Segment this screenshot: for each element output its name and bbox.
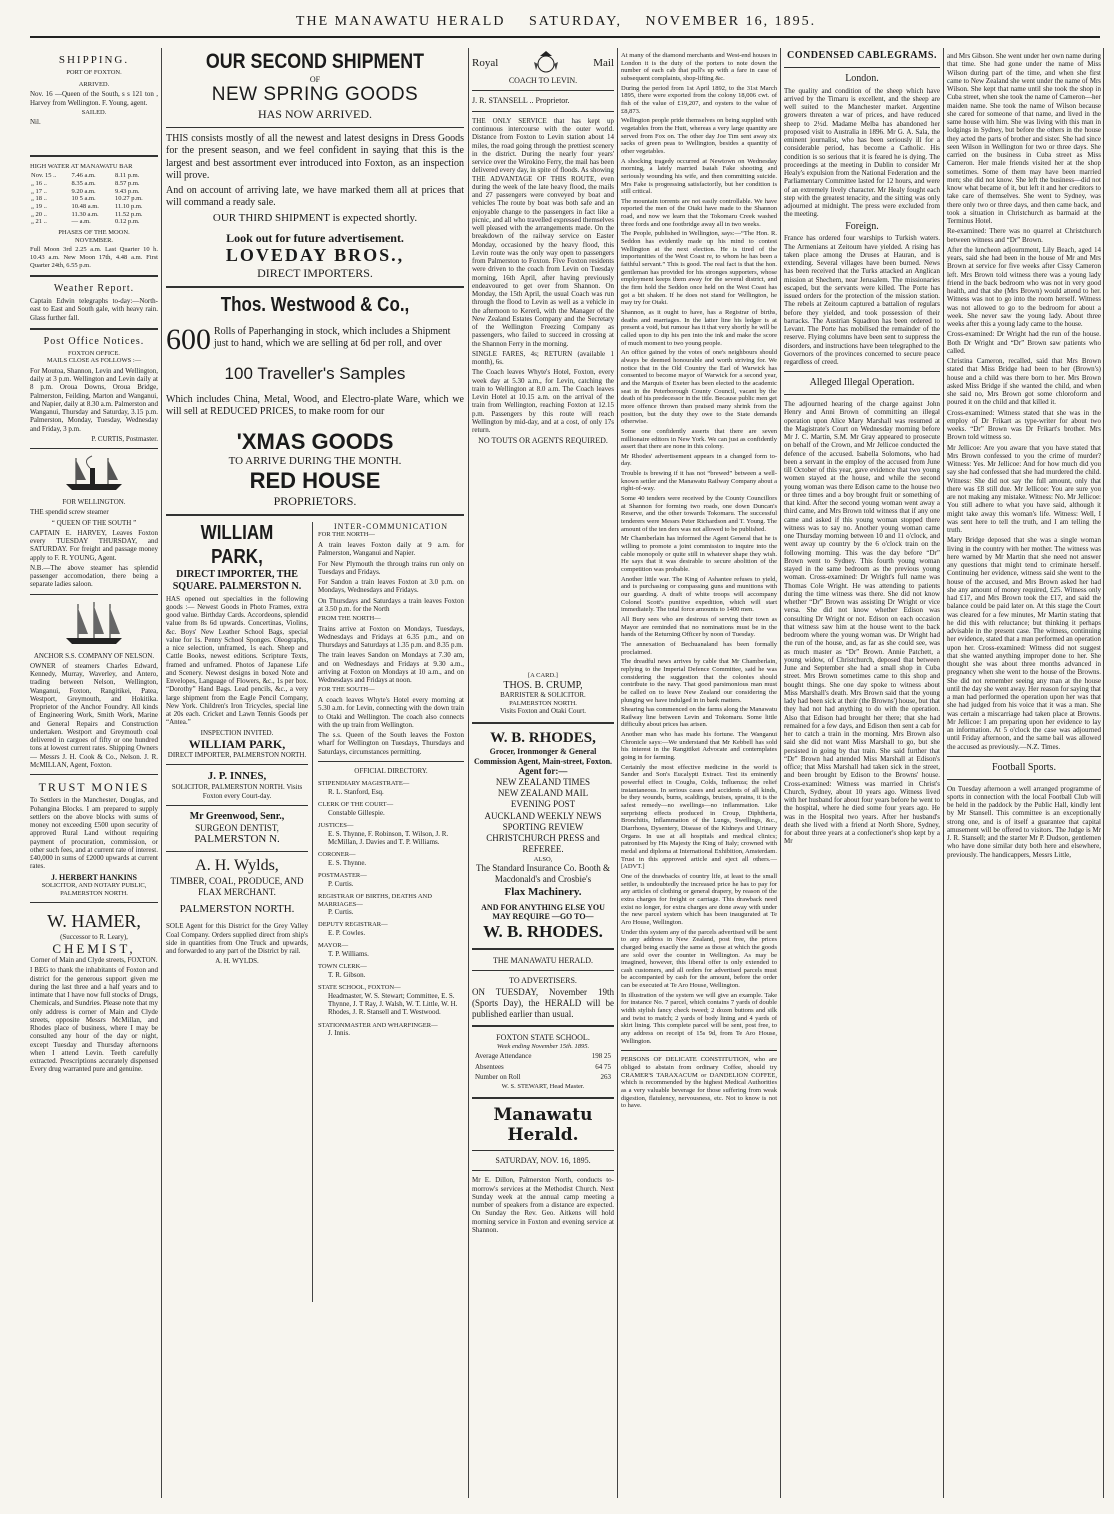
advertisers-text: ON TUESDAY, November 19th (Sports Day), the HERALD will be published earlier than usual. xyxy=(472,987,614,1019)
papers-list xyxy=(472,777,614,856)
column-rule xyxy=(1103,48,1104,1498)
paper-item: NEW ZEALAND MAIL xyxy=(497,788,589,799)
south-list xyxy=(318,696,464,756)
column-4 xyxy=(472,672,614,1502)
directory-names: J. Innis. xyxy=(328,1029,350,1038)
news-item-23: In illustration of the system we will give an example. Take for instance No. 7 parcel, which contains 7 yards of double width stylish fancy check tweed; 2 dozen buttons and silk and twist to match; 2 yards of body lining and 4 yards of skirt lining. This complete parcel will be sent, post free, to any address on receipt of 15s 9d, from Te Aro House, Wellington. xyxy=(621,991,777,1045)
directory-role: STIPENDIARY MAGISTRATE— xyxy=(318,780,410,788)
arrived-text: Nov. 16 —Queen of the South, s s 121 ton , Harvey from Wellington. F. Young, agent. xyxy=(30,90,158,107)
directory-names: Constable Gillespie. xyxy=(328,808,385,817)
news-item-16: The annexation of Bechuanaland has been formally proclaimed. xyxy=(621,640,777,656)
football-heading: Football Sports. xyxy=(992,761,1056,773)
tide-pm: 10.27 p.m. xyxy=(114,195,143,203)
tide-am: 10 5 a.m. xyxy=(71,195,96,203)
park-text: HAS opened out specialties in the following goods :— Newest Goods in Photo Frames, extra good value. Birthday Cards. Accordeons, splendid value from 8s 6d upwards. Concertinas, Violins, &c. Boys' New Leather School Bags, special value for 1s. Penny School Sponges. Oleographs, a nice selection, unframed, 1s each. Sheep and Cattle Books, newest editions. Scripture Texts, framed and unframed. Photos of Japanese Life and Scenery. Newest designs in boxed Note and Envelopes, Language of Flowers, &c., 1s per box. “Dorothy” Hand Bags. Lead pencils, &c., a very large shipment from the Eagle Pencil Company, New York. Children's Iron Tricycles, special line at 20s each. Cricket and Lawn Tennis Goods per “Antea.” xyxy=(166,594,308,727)
paper-item: AUCKLAND WEEKLY NEWS xyxy=(484,810,602,821)
trial-text-2: Re-examined: There was no quarrel at Christchurch between witness and “Dr” Brown. xyxy=(947,227,1101,244)
column-1 xyxy=(30,50,158,1500)
tide-day: „ 19 .. xyxy=(31,202,47,210)
tide-table xyxy=(30,172,158,226)
issue-date: SATURDAY, NOV. 16, 1895. xyxy=(495,1155,591,1165)
column-2 xyxy=(166,50,464,1500)
wylds-addr: PALMERSTON NORTH. xyxy=(179,903,295,916)
coach-heading: COACH TO LEVIN. xyxy=(508,76,578,85)
news-item-17: The dreadful news arrives by cable that Mr Chamberlain, replying to the Imperial Defence Committee, said he was considering the suggestion that the colonies should contribute to the navy. That good parsimonious man must be called on to leave New Zealand our considering the plunging we have indulged in in bank matters. xyxy=(621,658,777,704)
papers-text: Rolls of Paperhanging in stock, which includes a Shipment just to hand, which we are selling at 6d per roll, and over xyxy=(214,325,451,350)
absentees-label: Absentees xyxy=(475,1062,504,1071)
rhodes-sub: Grocer, Ironmonger & General Commission Agent, Main-street, Foxton. xyxy=(473,747,613,766)
alleged-text: The adjourned hearing of the charge against John Henry and Anni Brown of committing an illegal operation upon Alice Mary Marshall was resumed at the Magistrate's Court on Wednesday morning before Mr J. C. Martin, S.M. Mr Gray appeared to prosecute on behalf of the Crown, and Mr Jellicoe conducted the defence of the accused. Isabella Solomons, who had been a servant in the employ of the accused from June till October of this year, gave evidence that two young women stayed at the house, and while the second young woman was there Edison came to the house two or three times and a boy brought fruit or something of that kind. After the second young woman went away a third came, and Mrs Brown told witness that if any one came and asked if this young woman stopped there witness was to say no. Another young woman came one Thursday morning between 10 and 11 o'clock, and went away up country by the 6 o'clock train on the following morning. This was the day before “Dr” Brown went to Sydney. This fourth young woman stayed in the same bedroom as the previous young woman. Cross-examined: Dr Wright's full name was Thomas Cole Wright. He was attending to patients during the time witness was there. She did not know whether “Dr” Brown was assisting Dr Wright or vice versa. She did not know whether Edison was consulting Dr Wright or not. Edison on each occasion that witness saw him at the house went to the back bedroom where the young woman was. Dr Wright had the run of the house, and, as far as she could see, was as much master as “Dr” Brown. Annie Patchett, a young widow, of Christchurch, deposed that between June and September she had a small shop in Cuba street. Mrs Brown sometimes came to this shop and bought things. She one day spoke to witness about Miss Marshall's death. Mrs Brown said that the young lady had been sick at their (the Browns') house, but that they had not had anything to do with the operation. Also that Edison had brought her there; that she had remained for a few days, and Edison then sent a cab for her to catch a train in the morning. Mrs Brown also said she did not want Miss Marshall to go, but she persisted in going by that train. She said further that “Dr” Brown had attended Miss Marshall at Edison's office; that Miss Marshall had taken sick in the street, and been brought by Edison to the Browns' house. Cross-examined: Witness was married in Christ's Church, Sydney, about 10 years ago. Witness lived with her husband for about four years before he went to the hospital, where he died some four years ago. He was in the Hospital two years. After her husband's death she lived with a friend at North Shore, Sydney, for about three years at a confectioner's shop kept by a Mr xyxy=(784,400,940,846)
news-item-12: Some 40 tenders were received by the County Councillors at Shannon for forming two roads, one down Duncan's Reserve, and the other towards Tokomaru. The successful tenderers were Messrs Peter Richardson and T. Young. The amount of the ten ders was not allowed to be published. xyxy=(621,495,777,533)
directory-names: Headmaster, W. S. Stewart; Committee, E. S. Thynne, J. T Ray, J. Walsh, W. T. Little, W. H. Rhodes, J. R. Stansell and T. Westwood. xyxy=(328,991,458,1017)
tide-am: 9.20 a.m. xyxy=(71,187,96,195)
paper-item: SPORTING REVIEW xyxy=(502,821,584,832)
directory-role: CLERK OF THE COURT— xyxy=(318,801,394,809)
news-item-22: Under this system any of the parcels advertised will be sent to any address in New Zealand, post free, the prices charged being exactly the same as those at which the goods are sold over the counter in Wellington. As may be imagined, however, this liberal offer is only extended to cash customers, and all orders for advertised parcels must be accompanied by cash for the amount, before the order can be executed at Te Aro House, Wellington. xyxy=(621,928,777,990)
headmaster: W. S. STEWART, Head Master. xyxy=(501,1083,585,1091)
column-5 xyxy=(621,50,777,1500)
column-rule xyxy=(617,48,618,1498)
papers-number: 600 xyxy=(166,322,211,356)
inspection: INSPECTION INVITED. xyxy=(200,728,274,737)
london-text: The quality and condition of the sheep which have arrived by the Timaru is excellent, and the sheep are well suited to the Manchester market. Argentine growers threaten a war of prices, and have reduced sheep to 2½d. Madame Melba has abandoned her proposed visit to Australia in 1896. Mr G. A. Sala, the eminent journalist, who has been seriously ill for a considerable period, has become a Catholic. His condition is so serious that it is feared he is dying. The proceedings at the meeting in Dublin to consider Mr Healy's expulsion from the National Federation and the Parliamentary Committee lasted for 12 hours, and were of an extremely lively character. Mr Healy fought each step with the greatest tenacity, and the sitting was only adjourned at midnight. The press were excluded from the meeting. xyxy=(784,86,940,219)
postmaster: P. CURTIS, Postmaster. xyxy=(91,434,158,443)
tide-am: 8.35 a.m. xyxy=(71,180,96,187)
steamer-intro: THE spendid screw steamer xyxy=(30,508,109,517)
moon-text: Full Moon 3rd 2.25 a.m. Last Quarter 10 h. 10.43 a.m. New Moon 17th, 4.48 a.m. First Quarter 24th, 6.55 p.m. xyxy=(30,246,158,269)
anchor-text: OWNER of steamers Charles Edward, Kennedy, Murray, Waverley, and Antero, trading between Nelson, Wellington, Wanganui, Foxton, Rangitikei, Patea, Westport, Greymouth, and Hokitika. Proprietor of the Anchor Foundry. All kinds of Engineering Work, Smith Work, Marine and General Repairs and Construction undertaken. Westport and Greymouth coal delivered in cargoes of fifty or one hundred tons at lowest current rates. Shipping Owners— Messrs J. H. Cook & Co., Nelson. J. R. McMILLAN, Agent, Foxton. xyxy=(30,661,158,769)
news-item-15: All Bury sees who are desirous of serving their town as Mayor are reminded that no nominations must be in the hands of the Returning Officer by noon of Tuesday. xyxy=(621,615,777,639)
tide-pm: 8.57 p.m. xyxy=(114,180,140,187)
north-item: For New Plymouth the through trains run only on Tuesdays and Fridays. xyxy=(318,559,464,576)
trial-text-1: and Mrs Gibson. She went under her own name during that time. She had gone under the name of Miss Wilson during part of the time, and when she first came to New Zealand she went under the name of Mrs Wilson. She kept that name until she took the shop in Cuba street, when she took the name of Cameron—her maiden name. She took the name of Wilson because she cared for someone of that name, and lived in the same house with him. She was living with this man in lodgings in Sydney, but before the others in the house they acted the parts of brother and sister. She had since seen Wilson in Wellington for two or three days. She carried on the business in Cuba street as Miss Cameron. Her male friends visited her at the shop sometimes. Some of them may have been married men; she did not know. She left the business—did not know what became of it, but left it and her creditors to take care of themselves. She went to Sydney, was there only two or three days, and then came back, and took a situation in Christchurch as barmaid at the Terminus Hotel. xyxy=(947,52,1101,225)
trial-text-8: Mary Bridge deposed that she was a single woman living in the country with her mother. The witness was here warned by Mr Martin that she need not answer any questions that might tend to criminate herself. Continuing her evidence, witness said she went to the house of the accused, and Mrs Brown asked her had she any amount of money required, £25. Witness only had £17, and Mrs Brown took the £17, and said the balance could be paid later on. At this stage the Court was cleared for a few minutes, Mr Martin stating that he did this with reluctance; but thinking it perhaps advisable in the present case. The witness, continuing her evidence, stated that a man performed an operation upon her. Cross-examined: Witness did not suggest that she wanted anything improper done to her. She thought she was about three months advanced in pregnancy when she went to the house of the Browns. She did not remember seeing any man at the house until the day she went away. Her reason for saying that a man had performed the operation upon her was that she had judged from his voice that it was a man. She was certain a miscarriage had taken place at Browns. Mr Jellicoe: I am preparing upon her evidence to lay an information. At 5 o'clock the case was adjourned until Friday afternoon, and the same bail was allowed the accused as previously.—N.Z. Times. xyxy=(947,536,1101,751)
require: AND FOR ANYTHING ELSE YOU MAY REQUIRE —GO TO— xyxy=(481,902,605,922)
trial-text-4: Cross-examined: Dr Wright had the run of the house. Both Dr Wright and “Dr” Brown saw patients who called. xyxy=(947,330,1101,355)
steamer-text: CAPTAIN E. HARVEY, Leaves Foxton every TUESDAY THURSDAY, and SATURDAY. For freight and passage money apply to F. R. YOUNG, Agent. xyxy=(30,528,158,562)
tide-pm: 0.12 p.m. xyxy=(114,218,140,226)
directory-names: E. P. Cowles. xyxy=(328,929,366,938)
park-sub: DIRECT IMPORTER, THE SQUARE. PALMERSTON N. xyxy=(172,569,302,592)
rhodes-name-2: W. B. RHODES. xyxy=(483,921,603,941)
royal-label: Royal xyxy=(472,56,499,69)
south-label: FOR THE SOUTH— xyxy=(318,686,375,694)
attendance-label: Average Attendance xyxy=(475,1052,532,1061)
directory-role: STATE SCHOOL, FOXTON— xyxy=(318,984,401,992)
coach-text-2: The Coach leaves Whyte's Hotel, Foxton, every week day at 5.30 a.m., for Levin, catching the train to Wellington at 8.0 a.m. The Coach leaves Levin Hotel at 10.15 a.m. on the arrival of the train from Wellington, reaching Foxton at 12.15 p.m. Passengers by this route will reach Wellington by mid-day, and at a cost, of only 17s return. xyxy=(472,368,614,435)
foreign-heading: Foreign. xyxy=(845,220,879,232)
herald-heading: THE MANAWATU HERALD. xyxy=(492,955,593,965)
paper-item: EVENING POST xyxy=(510,799,576,810)
directory-role: JUSTICES— xyxy=(318,821,354,829)
news-item-3: Wellington people pride themselves on being supplied with vegetables from the Hutt, whereas a very large quantity are served from Fox on. The other day Joe Tim sent away six sacks of green peas to Wellington, besides a quantity of other vegetables. xyxy=(621,117,777,155)
tide-am: 7.46 a.m. xyxy=(71,172,96,180)
intercomm-heading: INTER-COMMUNICATION xyxy=(333,521,449,531)
south-item: A coach leaves Whyte's Hotel every morning at 5.30 a.m. for Levin, connecting with the down train to Otaki and Wellington. The coach also connects with the up train from Wellington. xyxy=(318,696,464,729)
sailed-text: Nil. xyxy=(30,118,41,127)
innes-name: J. P. INNES, xyxy=(207,770,267,783)
direct-importers: DIRECT IMPORTERS. xyxy=(257,266,373,281)
trial-text-7: Mr Jellicoe: Are you aware that you have stated that Mrs Brown confessed to you the crime of murder? Witness: Yes. Mr Jellicoe: And for how much did you say she had confessed that she had murdered the child. Witness: She did not say the full amount, only that there was £8 still due. Mr Jellicoe: You are sure you are not making any mistake. Witness: No. Mr Jellicoe: You still adhere to what you have said, although it might take away this woman's life. Witness: Well, I was sent here to tell the truth, and I am telling the truth. xyxy=(947,443,1101,534)
crump-visits: Visits Foxton and Otaki Court. xyxy=(499,707,587,716)
moon-heading: PHASES OF THE MOON. xyxy=(58,228,130,236)
london-heading: London. xyxy=(845,72,879,84)
school-week: Week ending November 15th. 1895. xyxy=(496,1042,590,1050)
westwood-heading: Thos. Westwood & Co., xyxy=(220,294,410,317)
greenwood-name: Mr Greenwood, Senr., xyxy=(189,810,285,822)
roll-value: 263 xyxy=(600,1072,611,1081)
also: ALSO, xyxy=(533,855,553,863)
tide-row xyxy=(30,203,158,211)
foreign-text: France has ordered four warships to Turkish waters. The Armenians at Zeitoum have yielded. A rising has taken place among the Druses at Hauran, and is extending. Several villages have been burned. News has been received that the Turks attacked an Anglican mission at Shechem, near Jerusalem. The missionaries escaped, but the servants were killed. The Porte has issued orders for the protection of the mission station. The rebels at Zeitoum captured a battalion of regulars before they yielded, and took possession of their barracks. The Austrian Squadron has been ordered to Levant. The Porte has mobilised the remainder of the reserve. Flying columns have been sent to suppress the disorders, and instructions have been telegraphed to the Governors of the provinces concerned to secure peace regardless of creed. xyxy=(784,234,940,367)
insurance: The Standard Insurance Co. Booth & Macdonald's and Crosbie's xyxy=(476,863,610,885)
directory-role: POSTMASTER— xyxy=(318,871,367,879)
news-item-11: Trouble is brewing if it has not “brewed” between a well-known settler and the Manawatu Railway Company about a right-of-way. xyxy=(621,470,777,493)
column-rule xyxy=(468,48,469,1498)
agent-for: Agent for:— xyxy=(518,766,568,777)
hamer-sub: (Successor to R. Leary), xyxy=(60,932,128,941)
masthead xyxy=(30,14,1100,38)
masthead-day: SATURDAY, xyxy=(528,14,623,29)
mails-text: For Moutoa, Shannon, Levin and Wellington, daily at 3 p.m. Wellington and Levin daily at 8 p.m. Oroua Downs, Oroua Bridge, Palmerston, Feilding, Marton and Wanganui, and Napier, daily at 8.30 a.m. Palmerston and Wanganui, Thursday and Saturday, 3.15 p.m. Palmerston, Monday, Tuesday, Wednesday and Friday, 3 p.m. xyxy=(30,366,158,433)
news-item-20: Certainly the most effective medicine in the world is Sander and Son's Eucalypti Extract. Test its eminently powerful effect in Coughs, Colds, Influenza; the relief instantaneous. In serious cases and accidents of all kinds, be they wounds, burns, scaldings, bruises, sprains, it is the safest remedy—no swellings—no inflammation. Like surprising effects produced in Croup, Diphtheria, Bronchitis, Inflammation of the Lungs, Swellings, &c., Diarrhoea, Dysentery, Disease of the Kidneys and Urinary Organs. In use at all hospitals and medical clinics; patronised by His Majesty the King of Italy; crowned with medal and diploma at International Exhibition, Amsterdam. Trust in this approved article and eject all others.—[ADVT.] xyxy=(621,763,777,871)
directory-names: T. P. Williams. xyxy=(328,950,369,959)
absentees-value: 64 75 xyxy=(595,1062,611,1071)
tide-pm: 11.10 p.m. xyxy=(114,202,143,210)
tide-row xyxy=(30,218,158,226)
greenwood-sub: SURGEON DENTIST, xyxy=(195,822,279,833)
tide-day: Nov. 15 .. xyxy=(31,172,57,180)
tide-pm: 11.52 p.m. xyxy=(114,210,143,218)
anchor-heading: ANCHOR S.S. COMPANY OF NELSON. xyxy=(33,651,155,660)
news-item-7: Shannon, as it ought to have, has a Registrar of births, deaths and marriages. In the latter line his ledger is at present a void, but rumour has it that very shortly he will be called upon to dip his pen into the ink and make the score of much moment to two young people. xyxy=(621,309,777,347)
coach-fares: SINGLE FARES, 4s; RETURN (available 1 month), 6s. xyxy=(472,349,614,367)
cablegrams-heading: CONDENSED CABLEGRAMS. xyxy=(787,50,937,61)
intercomm-section xyxy=(318,522,464,1038)
tide-day: „ 16 .. xyxy=(31,180,47,187)
flax-machinery: Flax Machinery. xyxy=(504,885,582,898)
news-item-10: Mr Rhodes' advertisement appears in a changed form to-day. xyxy=(621,452,777,468)
tide-day: „ 18 .. xyxy=(31,195,47,203)
news-item-21: One of the drawbacks of country life, at least to the small settler, is undoubtedly the increased price he has to pay for any articles of clothing or general drapery, by reason of the extra charges for freight or carriage. This drawback need exist no longer, for extra charges are done away with under the new parcel system which has been inaugurated at Te Aro House, Wellington. xyxy=(621,872,777,926)
roll-label: Number on Roll xyxy=(475,1072,521,1081)
no-touts: NO TOUTS OR AGENTS REQUIRED. xyxy=(478,436,608,446)
news-item-2: During the period from 1st April 1892, to the 31st March 1895, there were exported from the colony 18,006 cwt. of fish of the value of £19,207, and oysters to the value of £8,873. xyxy=(621,84,777,115)
tide-day: „ 17 .. xyxy=(31,187,47,195)
tide-heading: HIGH WATER AT MANAWATU BAR xyxy=(30,162,133,170)
third-shipment: OUR THIRD SHIPMENT is expected shortly. xyxy=(212,211,418,224)
wylds-sub: TIMBER, COAL, PRODUCE, AND FLAX MERCHANT. xyxy=(170,876,304,897)
shipment-intro-2: And on account of arriving late, we have marked them all at prices that will command a ready sale. xyxy=(166,184,464,209)
tide-row xyxy=(30,188,158,196)
column-6 xyxy=(784,50,940,1500)
column-3 xyxy=(472,50,614,670)
directory-names: P. Curtis. xyxy=(328,908,354,917)
trial-text-6: Cross-examined: Witness stated that she was in the employ of Dr Frikart as type-writer for about two weeks. “Dr” Brown was Dr Frikart's brother. Mrs Brown told witness so. xyxy=(947,408,1101,442)
news-item-9: Some one confidently asserts that there are seven millionaire editors in New York. We can just as confidently assert that there are none in this colony. xyxy=(621,427,777,451)
greenwood-addr: PALMERSTON N. xyxy=(194,833,280,846)
directory-names: R. L. Stanford, Esq. xyxy=(328,787,384,796)
tide-am: 10.48 a.m. xyxy=(71,202,99,210)
column-rule xyxy=(943,48,944,1498)
crump-addr: PALMERSTON NORTH. xyxy=(509,699,577,707)
from-north-label: FROM THE NORTH— xyxy=(318,615,381,623)
directory-role: TOWN CLERK— xyxy=(318,963,367,971)
royal-crest-icon xyxy=(530,50,562,76)
samples-heading: 100 Traveller's Samples xyxy=(224,363,406,383)
crump-sub: BARRISTER & SOLICITOR. xyxy=(500,691,586,700)
directory-role: DEPUTY REGISTRAR— xyxy=(318,921,388,929)
news-item-13: Mr Chamberlain has informed the Agent General that he is willing to promote a joint commission to inquire into the cable monopoly or quite still in whatever shape they wish. He says that it was desirable to secure abolition of the competition was probable. xyxy=(621,535,777,573)
news-item-19: Another man who has made his fortune. The Wanganui Chronicle says:—We understand that Mr Kebbell has sold his interest in the Rangitikei Advocate and contemplates going in for farming. xyxy=(621,731,777,762)
steamer-name: “ QUEEN OF THE SOUTH ” xyxy=(51,518,137,527)
for-wellington: FOR WELLINGTON. xyxy=(62,498,126,507)
news-text: Mr E. Dillon, Palmerston North, conducts to-morrow's services at the Methodist Church. Next Sunday week at the annual camp meeting a number of speakers from a distance are expected. On Sunday the Rev. Geo. Aitkens will hold morning service in Foxton and evening service at Shannon. xyxy=(472,1176,614,1234)
tide-row xyxy=(30,180,158,188)
crump-name: THOS. B. CRUMP, xyxy=(503,679,583,691)
tide-pm: 9.43 p.m. xyxy=(114,187,140,195)
north-item: A train leaves Foxton daily at 9 a.m. for Palmerston, Wanganui and Napier. xyxy=(318,541,464,558)
trial-text-3: After the luncheon adjournment, Lily Beach, aged 14 years, said she had been in the house of Mr and Mrs Brown at service for five weeks after Cissy Cameron left. Mrs Brown told witness there was a young lady friend in the back bedroom who was not in very good health, and that she (Mrs Brown) would attend to her. Witness was not to go into the room herself. Witness was not allowed to go to the bedroom for about a week. She never saw the young lady. About three weeks after this a young lady came to the house. xyxy=(947,245,1101,328)
tide-pm: 8.11 p.m. xyxy=(114,172,140,180)
arrived-label: ARRIVED. xyxy=(78,80,110,88)
red-house: RED HOUSE xyxy=(249,467,381,493)
park-name: WILLIAM PARK, xyxy=(200,521,274,568)
headline-spring-goods: NEW SPRING GOODS xyxy=(211,84,419,106)
news-item-4: A shocking tragedy occurred at Newtown on Wednesday morning, a lately married Isaiah Fake shooting and seriously wounding his wife, and then committing suicide. Mrs Fake is progressing satisfactorily, but her condition is still critical. xyxy=(621,157,777,196)
directory-role: STATIONMASTER AND WHARFINGER— xyxy=(318,1021,438,1029)
coach-proprietor: J. R. STANSELL .. Proprietor. xyxy=(472,96,570,106)
lookout: Look out for future advertisement. xyxy=(226,230,404,245)
mail-label: Mail xyxy=(593,56,614,69)
tide-am: 11.30 a.m. xyxy=(71,210,99,218)
tide-day: „ 20 .. xyxy=(31,210,47,218)
attendance-value: 198 25 xyxy=(591,1052,611,1061)
crump-card: [A CARD.] xyxy=(528,672,558,679)
hankins-sub: SOLICITOR, AND NOTARY PUBLIC, PALMERSTON NORTH. xyxy=(41,881,147,897)
masthead-paper: THE MANAWATU HERALD xyxy=(295,14,506,29)
anchor-ship-icon xyxy=(62,600,126,648)
paper-item: CHRISTCHURCH PRESS and REFEREE. xyxy=(486,833,600,855)
directory-list xyxy=(318,780,464,1037)
loveday-bros: LOVEDAY BROS., xyxy=(225,244,405,265)
hamer-address: Corner of Main and Clyde streets, FOXTON. xyxy=(30,956,158,965)
coach-text: THE ONLY SERVICE that has kept up continuous intercourse with the outer world. Distance from Foxton to Levin station about 14 miles, the road going through the prettiest scenery in the district. During the nearly four years' service over the Wirokino Ferry, the mail has been delivered every day, in spite of floods. As showing THE ADVANTAGE OF THIS ROUTE, even during the week of the late heavy flood, the mails and 27 passengers were conveyed by boat and vehicles The route by boat was both safe and an enjoyable change to the passengers in fact like a picnic, and all who travelled expressed themselves well pleased with the arrangements made. On the breakdown of the railway service on Easter Monday, occasioned by the heavy flood, this Levin route was the only way open to passengers from Palmerston to Foxton. Five Foxton residents were driven to the coach from Levin on Tuesday morning, 16th April, after having previously endeavoured to get over from Shannon. On Monday, the 15th April, the usual Coach was run through the flood to Levin as well as a vehicle in the afternoon to Kererū, with the Manager of the New Zealand Estates Company and the Secretary of the Wellington Freezing Company as passengers, who failed to succeed in crossing at the Shannon Ferry in the morning. xyxy=(472,116,614,348)
north-list xyxy=(318,541,464,613)
park2-name: WILLIAM PARK, xyxy=(188,736,286,751)
post-sub: FOXTON OFFICE. xyxy=(68,349,120,357)
school-heading: FOXTON STATE SCHOOL. xyxy=(496,1033,590,1043)
directory-names: E. S. Thynne, F. Robinson, T. Wilson, J. R. McMillan, J. Davies and T. P. Williams. xyxy=(328,829,449,846)
from-north-item: Trains arrive at Foxton on Mondays, Tuesdays, Wednesdays and Fridays at 6.35 p.m., and on Thursdays and Saturdays at 1.35 p.m. and 8.35 p.m. xyxy=(318,624,464,650)
paper-item: NEW ZEALAND TIMES xyxy=(495,776,591,787)
port-heading: PORT OF FOXTON. xyxy=(66,68,122,76)
innes-sub: SOLICITOR, PALMERSTON NORTH. Visits Foxton every Court-day. xyxy=(171,783,303,800)
tide-day: „ 21 .. xyxy=(31,218,47,226)
hamer-text: I BEG to thank the inhabitants of Foxton and district for the generous support given me during the last three and a half years and to intimate that I have now full stocks of Drugs, Chemicals, and Sundries. Please note that my only address is corner of Main and Clyde streets, opposite Messrs McMillan, and Rhodes place of business, where I may be consulted any hour of the day or night, except Tuesday and Thursday afternoons when I attend Levin. Teeth carefully extracted. Prescriptions accurately dispensed Every drug warranted pure and genuine. xyxy=(30,966,158,1074)
column-rule xyxy=(780,48,781,1498)
headline-shipment: OUR SECOND SHIPMENT xyxy=(205,50,425,73)
rhodes-name: W. B. RHODES, xyxy=(490,729,596,746)
tide-row xyxy=(30,195,158,203)
tide-row xyxy=(30,211,158,219)
herald-logo: Manawatu Herald. xyxy=(493,1104,593,1145)
moon-month: NOVEMBER. xyxy=(74,236,114,244)
news-item-1: At many of the diamond merchants and West-end houses in London it is the duty of the porters to note down the number of each cab that pull's up with a fare in case of subsequent complaints, shop-lifting &c. xyxy=(621,52,777,82)
weather-text: Captain Edwin telegraphs to-day:—North-east to East and South gale, with heavy rain. Glass further fall. xyxy=(30,297,158,322)
masthead-date: NOVEMBER 16, 1895. xyxy=(645,14,817,29)
directory-role: REGISTRAR OF BIRTHS, DEATHS AND MARRIAGES— xyxy=(318,892,432,908)
directory-role: MAYOR— xyxy=(318,942,349,950)
headline-arrived: HAS NOW ARRIVED. xyxy=(257,106,373,121)
chemist-heading: CHEMIST, xyxy=(52,940,136,956)
post-heading: Post Office Notices. xyxy=(43,335,145,347)
park-ad xyxy=(166,522,308,966)
football-text: On Tuesday afternoon a well arranged programme of sports in connection with the local Football Club will be held in the paddock by the Public Hall, kindly lent by Mr Stansell. This committee is an exceptionally strong one, and is of itself a guarantee that capital amusement will be offered to visitors. The Judge is Mr J. R. Stansell; and the starter Mr P. Dudson, gentlemen who have done similar duty both here and elsewhere, previously. The handicappers, Messrs Little, xyxy=(947,784,1101,859)
directory-names: P. Curtis. xyxy=(328,879,354,888)
wylds-signature: A. H. WYLDS. xyxy=(215,957,259,966)
from-north-item: The train leaves Sandon on Mondays at 7.30 am, and on Wednesdays and Fridays at 9.30 a.m., arriving at Foxton on Mondays at 10 a.m., and on Wednesdays and Fridays at noon. xyxy=(318,651,464,685)
alleged-heading: Alleged Illegal Operation. xyxy=(809,377,915,389)
news-item-6: The People, published in Wellington, says:—“The Hon. R. Seddon has evidently made up his mind to contest Wellington at the next election. He is tired of the importunities of the West Coast re, to whom he has been a faithful servant.” This is good. The real fact is that the hon. gentleman has provided for his stronges supporters, whose employment keeps them away for the several district, and the firm hold the Seddon once held on the West Coast has got a bit shaken. If he does not stand for Wellington, he may try for Otaki. xyxy=(621,230,777,307)
tide-row xyxy=(30,172,158,180)
sailed-label: SAILED. xyxy=(81,108,107,116)
shipping-heading: SHIPPING. xyxy=(58,54,130,66)
official-directory-heading: OFFICIAL DIRECTORY. xyxy=(354,766,428,775)
news-item-14: Another little war. The King of Ashantee refuses to yield, and is purchasing or compassing guns and munitions with our guarding. A draft of white troops will accompany Colonel Scott's punitive expedition, which will start immediately. The total force amounts to 1400 men. xyxy=(621,575,777,614)
hankins-name: J. HERBERT HANKINS xyxy=(50,872,138,882)
weather-heading: Weather Report. xyxy=(53,283,135,295)
hamer-name: W. HAMER, xyxy=(47,911,141,932)
school-table xyxy=(472,1050,614,1083)
column-7 xyxy=(947,50,1101,1500)
xmas-heading: 'XMAS GOODS xyxy=(236,428,394,454)
advertisers-heading: TO ADVERTISERS. xyxy=(509,976,577,986)
news-item-8: An office gained by the votes of one's neighbours should always be deemed honourable and worth striving for. We notice that in the Old Country the Earl of Warwick has consented to become mayor of Warwick for a second year, and the Marquis of Exeter has been elected to the academic seat in the Peterborough County Council, vacant by the death of his predecessor in the title. Because public men get more offence thrown than praised many shrink from the position, but the duty they owe to the State demands otherwise. xyxy=(621,349,777,426)
steamer-icon xyxy=(62,454,126,494)
north-item: On Thursdays and Saturdays a train leaves Foxton at 3.50 p.m. for the North xyxy=(318,596,464,613)
news-item-18: Shearing has commenced on the farms along the Manawatu Railway line between Levin and Tokomaru. Some little difficulty about prices has arisen. xyxy=(621,706,777,729)
south-item: The s.s. Queen of the South leaves the Foxton wharf for Wellington on Tuesdays, Thursdays and Saturdays, circumstances permitting. xyxy=(318,731,464,756)
samples-text: Which includes China, Metal, Wood, and Electro-plate Ware, which we will sell at REDUCED PRICES, to make room for our xyxy=(166,393,464,418)
north-item: For Sandon a train leaves Foxton at 3.0 p.m. on Mondays, Wednesdays and Fridays. xyxy=(318,578,464,595)
column-rule xyxy=(161,48,162,1498)
arrive-month: TO ARRIVE DURING THE MONTH. xyxy=(228,454,402,467)
mails-heading: MAILS CLOSE AS FOLLOWS :— xyxy=(46,357,142,365)
tide-am: — a.m. xyxy=(71,218,91,226)
wylds-text: SOLE Agent for this District for the Grey Valley Coal Company. Orders supplied direct from ship's side in quantities from One Truck and upwards, and forwarded to any part of the District by rail. xyxy=(166,922,308,956)
proprietors: PROPRIETORS. xyxy=(273,493,357,508)
from-north-list xyxy=(318,625,464,685)
shipment-intro: THIS consists mostly of all the newest and latest designs in Dress Goods for the present season, and we feel confident in saying that this is the largest and best assortment ever introduced into Foxton, as an inspection will prove. xyxy=(166,132,464,182)
directory-names: E. S. Thynne. xyxy=(328,858,367,867)
park2-sub: DIRECT IMPORTER, PALMERSTON NORTH. xyxy=(167,751,307,760)
persons-ad: PERSONS OF DELICATE CONSTITUTION, who are obliged to abstain from ordinary Coffee, should try CRAMER'S TARAXACUM or DANDELION COFFEE, which is recommended by the highest Medical Authorities as a very valuable beverage for those suffering from weak digestion, flatulency, nervousness, etc. Not to know is not to have. xyxy=(621,1056,777,1110)
trust-heading: TRUST MONIES xyxy=(38,780,150,795)
trial-text-5: Christina Cameron, recalled, said that Mrs Brown stated that Miss Bridge had been to her (Brown's) house and a child was there born to her. Mrs Brown asked Miss Bridge if she wanted the child, and when she said no, Mrs Brown got some chloroform and poured it on the child and that killed it. xyxy=(947,357,1101,407)
steamer-nb: N.B.—The above steamer has splendid passenger accomodation, there being a separate ladies saloon. xyxy=(30,563,158,589)
directory-names: T. R. Gibson. xyxy=(328,970,366,979)
news-item-5: The mountain torrents are not easily controllable. We have reported the men of the Otaki have made to the Shannon road, and now we learn that the Tokomaru Creek washed three fords and one footbridge away all in two weeks. xyxy=(621,197,777,228)
north-label: FOR THE NORTH— xyxy=(318,531,375,539)
trust-text: To Settlers in the Manchester, Douglas, and Pohangina Blocks. I am prepared to supply settlers on the above blocks with sums of money not exceeding £500 upon security of approved Rural Land without requiring payment of procuration, commission, or other such fees, and at current rate of interest. £40,000 in sums of £2000 upwards at current rates. xyxy=(30,796,158,871)
headline-of: OF xyxy=(309,74,321,84)
directory-role: CORONER— xyxy=(318,851,356,859)
wylds-name: A. H. Wylds, xyxy=(195,857,279,875)
